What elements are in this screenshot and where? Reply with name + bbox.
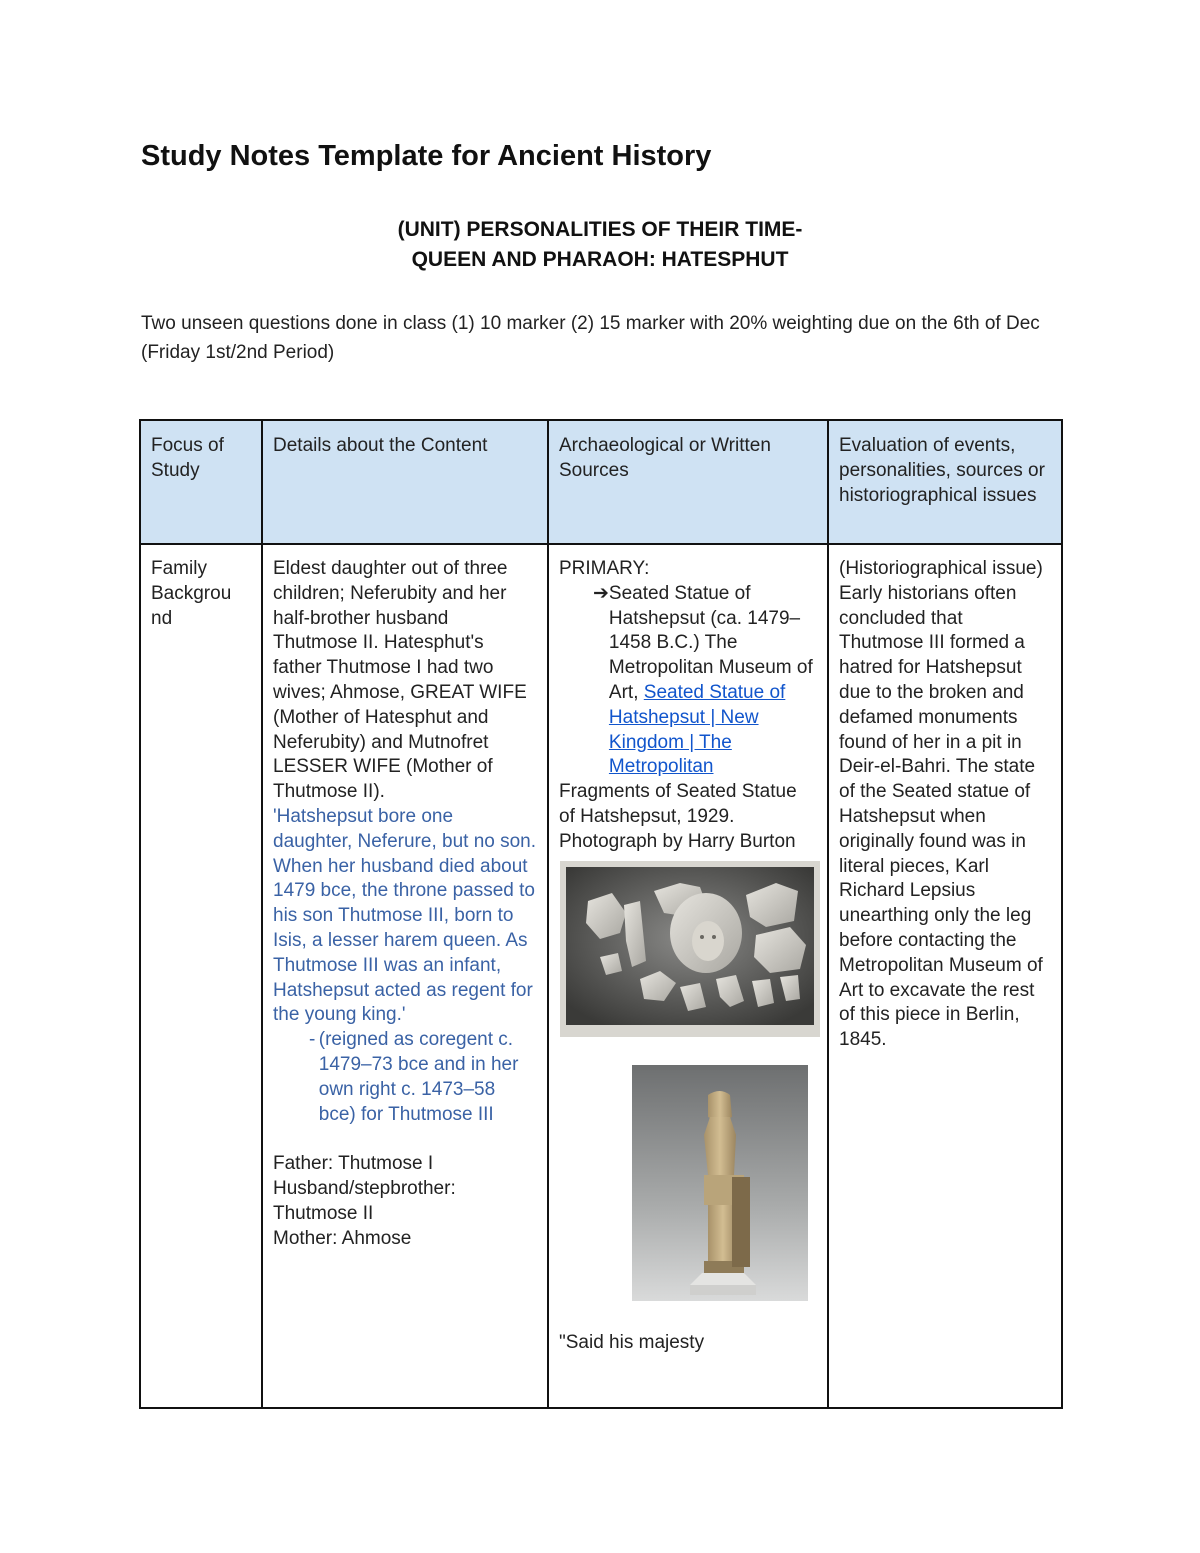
statue-link[interactable]: Seated Statue of Hatshepsut | New Kingdom | The Metropolitan (608, 681, 786, 778)
statue-description: Seated Statue of Hatshepsut (ca. 1479–1458 B.C.) The Metropolitan Museum of Art, (608, 582, 813, 703)
details-sub-item (297, 1028, 537, 1127)
details-cell (262, 544, 548, 1408)
primary-label: PRIMARY: (559, 558, 650, 579)
unit-heading-line2: QUEEN AND PHARAOH: HATESPHUT (411, 248, 789, 271)
mother-line: Mother: Ahmose (273, 1227, 412, 1249)
evaluation-issue-label: (Historiographical issue) (839, 558, 1043, 579)
dash-bullet: - (309, 1029, 316, 1051)
header-focus: Focus of Study (140, 420, 262, 544)
header-sources: Archaeological or Written Sources (548, 420, 828, 544)
focus-text: Family Backgrou nd (151, 558, 232, 629)
sub-item-text: (reigned as coregent c. 1479–73 bce and in her own right c. 1473–58 bce) for Thutmose III (318, 1029, 519, 1125)
sources-cell (548, 544, 828, 1408)
evaluation-cell (828, 544, 1062, 1408)
husband-line: Husband/stepbrother: Thutmose II (273, 1177, 456, 1224)
quote-start-text: "Said his majesty (559, 1331, 705, 1353)
study-notes-table (139, 419, 1063, 1409)
details-quote: 'Hatshepsut bore one daughter, Neferure, but no son. When her husband died about 1479 bce, the throne passed to his son Thutmose III, born to Isis, a lesser harem queen. As Thutmose III was an infant, Hatshepsut acted as regent for the young king.' (273, 805, 537, 1026)
seated-statue-photo (632, 1065, 808, 1301)
header-details: Details about the Content (262, 420, 548, 544)
statue-fragments-photo (560, 861, 820, 1037)
header-evaluation: Evaluation of events, personalities, sources or historiographical issues (828, 420, 1062, 544)
focus-cell (140, 544, 262, 1408)
table-header-row (140, 420, 1062, 544)
document-title: Study Notes Template for Ancient History (141, 140, 712, 172)
father-line: Father: Thutmose I (273, 1153, 434, 1175)
source-list-item (577, 582, 817, 780)
intro-paragraph: Two unseen questions done in class (1) 10 marker (2) 15 marker with 20% weighting due on the 6th of Dec (Friday 1st/2nd Period) (141, 313, 1040, 363)
table-row (140, 544, 1062, 1408)
unit-heading-line1: (UNIT) PERSONALITIES OF THEIR TIME- (397, 218, 803, 241)
fragments-caption: Fragments of Seated Statue of Hatshepsut, 1929. Photograph by Harry Burton (559, 781, 797, 852)
arrow-bullet-icon: ➔ (593, 582, 609, 604)
evaluation-text: Early historians often concluded that Thutmose III formed a hatred for Hatshepsut due to the broken and defamed monuments found of her in a pit in Deir-el-Bahri. The state of the Seated statue of Hatshepsut when originally found was in literal pieces, Karl Richard Lepsius unearthing only the leg before contacting the Metropolitan Museum of Art to excavate the rest of this piece in Berlin, 1845. (839, 582, 1043, 1051)
details-paragraph: Eldest daughter out of three children; Neferubity and her half-brother husband Thutmose II. Hatesphut's father Thutmose I had two wives; Ahmose, GREAT WIFE (Mother of Hatesphut and Neferubity) and Mutnofret LESSER WIFE (Mother of Thutmose II). (273, 558, 527, 803)
